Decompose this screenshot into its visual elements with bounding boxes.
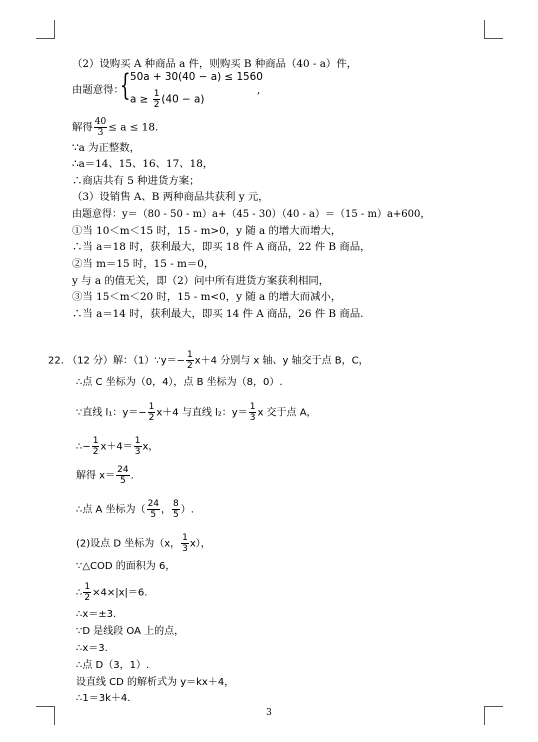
part3-line-4: ∴当 a＝18 时，获利最大，即买 18 件 A 商品，22 件 B 商品， <box>72 241 371 253</box>
system-brace: { <box>120 68 131 103</box>
part3-line-3: ①当 10＜m＜15 时，15 - m>0，y 随 a 的增大而增大， <box>72 225 342 237</box>
system-eq-2-a: a ≥ <box>130 93 152 106</box>
solution-range: ≤ a ≤ 18. <box>108 121 159 134</box>
q22-l9-a: ∴ <box>76 587 83 599</box>
fraction-den: 3 <box>249 413 256 423</box>
fraction <box>83 582 91 603</box>
fraction <box>153 89 161 110</box>
q22-l3-b: x＋4 与直线 l₂：y＝ <box>156 407 248 419</box>
page-number: 3 <box>266 708 272 718</box>
fraction-num: 24 <box>117 465 129 475</box>
q22-line-8: ∵△COD 的面积为 6， <box>76 561 176 572</box>
q22-l4-b: x＋4＝ <box>100 441 133 453</box>
fraction-num: 1 <box>92 436 99 446</box>
fraction-den: 3 <box>134 447 141 457</box>
fraction-den: 2 <box>153 100 160 110</box>
q22-l6-a: ∴点 A 坐标为（ <box>76 504 146 516</box>
q22-l5-a: 解得 x＝ <box>76 470 116 482</box>
q22-l1-b: x＋4 分别与 x 轴、y 轴交于点 B，C， <box>194 355 369 367</box>
part2-line-6: ∴商店共有 5 种进货方案； <box>72 175 200 187</box>
fraction-num: 1 <box>153 89 160 99</box>
system-tail: , <box>257 84 261 96</box>
fraction <box>92 436 100 457</box>
fraction <box>172 499 180 520</box>
q22-line-11: ∵D 是线段 OA 上的点， <box>76 626 185 637</box>
q22-l6-b: ， <box>161 504 172 516</box>
q22-l1-a: 22. （12 分）解：（1）∵y＝− <box>48 355 186 367</box>
q22-line-4 <box>76 436 158 457</box>
fraction <box>94 117 107 138</box>
crop-mark-top-left <box>36 20 55 39</box>
q22-line-7 <box>76 533 211 554</box>
q22-line-13: ∴点 D（3，1）. <box>76 660 150 671</box>
part3-line-1: （3）设销售 A、B 两种商品共获利 y 元， <box>72 191 269 203</box>
fraction <box>134 436 142 457</box>
part3-line-5: ②当 m＝15 时，15 - m＝0， <box>72 258 215 270</box>
fraction-den: 2 <box>84 593 91 603</box>
fraction <box>249 402 257 423</box>
fraction-num: 24 <box>147 499 160 509</box>
fraction-den: 2 <box>187 361 193 371</box>
fraction-num: 1 <box>182 533 188 543</box>
fraction <box>147 499 160 520</box>
q22-l7-a: (2)设点 D 坐标为（x， <box>76 538 181 550</box>
part2-line-1: （2）设购买 A 种商品 a 件，则购买 B 种商品（40 - a）件， <box>72 58 358 70</box>
q22-l6-c: ）. <box>180 504 194 516</box>
fraction-den: 3 <box>97 128 104 138</box>
q22-line-1 <box>48 350 369 371</box>
fraction <box>116 465 129 486</box>
q22-line-12: ∴x＝3. <box>76 643 108 654</box>
fraction-den: 5 <box>150 510 157 520</box>
part3-line-2: 由题意得：y＝（80 - 50 - m）a+（45 - 30）（40 - a）＝（15 - m）a+600， <box>72 209 431 220</box>
system-eq-2-b: (40 − a) <box>161 93 205 106</box>
system-eq-2 <box>130 89 204 110</box>
q22-line-10: ∴x＝±3. <box>76 609 117 620</box>
part2-line-4: ∵a 为正整数， <box>72 142 141 154</box>
q22-line-15: ∴1＝3k＋4. <box>76 693 131 704</box>
fraction <box>186 350 194 371</box>
fraction-den: 2 <box>148 413 155 423</box>
part2-line-5: ∴a＝14、15、16、17、18， <box>72 158 214 170</box>
fraction-num: 1 <box>187 350 193 360</box>
fraction <box>148 402 156 423</box>
solution-prefix: 解得 <box>72 121 93 134</box>
q22-line-6 <box>76 499 194 520</box>
q22-l5-b: . <box>130 470 134 482</box>
q22-line-2: ∴点 C 坐标为（0，4），点 B 坐标为（8，0）. <box>76 377 283 388</box>
fraction-num: 1 <box>84 582 91 592</box>
q22-l4-c: x， <box>142 441 159 453</box>
part3-line-8: ∴当 a＝14 时，获利最大，即买 14 件 A 商品，26 件 B 商品. <box>72 308 364 320</box>
fraction-num: 8 <box>173 499 179 509</box>
q22-l7-b: x）， <box>189 538 211 550</box>
fraction-num: 1 <box>148 402 155 412</box>
system-eq-1: 50a + 30(40 − a) ≤ 1560 <box>130 71 263 83</box>
part3-line-7: ③当 15＜m＜20 时，15 - m<0，y 随 a 的增大而减小， <box>72 291 342 303</box>
fraction-den: 3 <box>182 544 188 554</box>
fraction-den: 5 <box>173 510 179 520</box>
part3-line-6: y 与 a 的值无关，即（2）问中所有进货方案获利相同， <box>72 275 330 287</box>
q22-line-3 <box>76 402 317 423</box>
fraction-den: 5 <box>119 476 126 486</box>
fraction-num: 1 <box>134 436 141 446</box>
q22-l3-a: ∵直线 l₁：y＝− <box>76 407 147 419</box>
fraction-num: 1 <box>249 402 256 412</box>
q22-l9-b: ×4×|x|＝6. <box>92 587 148 599</box>
part2-solution <box>72 117 158 138</box>
fraction <box>181 533 189 554</box>
fraction-den: 2 <box>92 447 99 457</box>
crop-mark-top-right <box>484 20 503 39</box>
fraction-num: 40 <box>94 117 107 127</box>
q22-line-5 <box>76 465 134 486</box>
q22-l4-a: ∴− <box>76 441 91 453</box>
part2-system-label: 由题意得： <box>72 84 124 96</box>
q22-line-9 <box>76 582 147 603</box>
q22-line-14: 设直线 CD 的解析式为 y＝kx＋4， <box>76 677 235 688</box>
q22-l3-c: x 交于点 A， <box>257 407 317 419</box>
